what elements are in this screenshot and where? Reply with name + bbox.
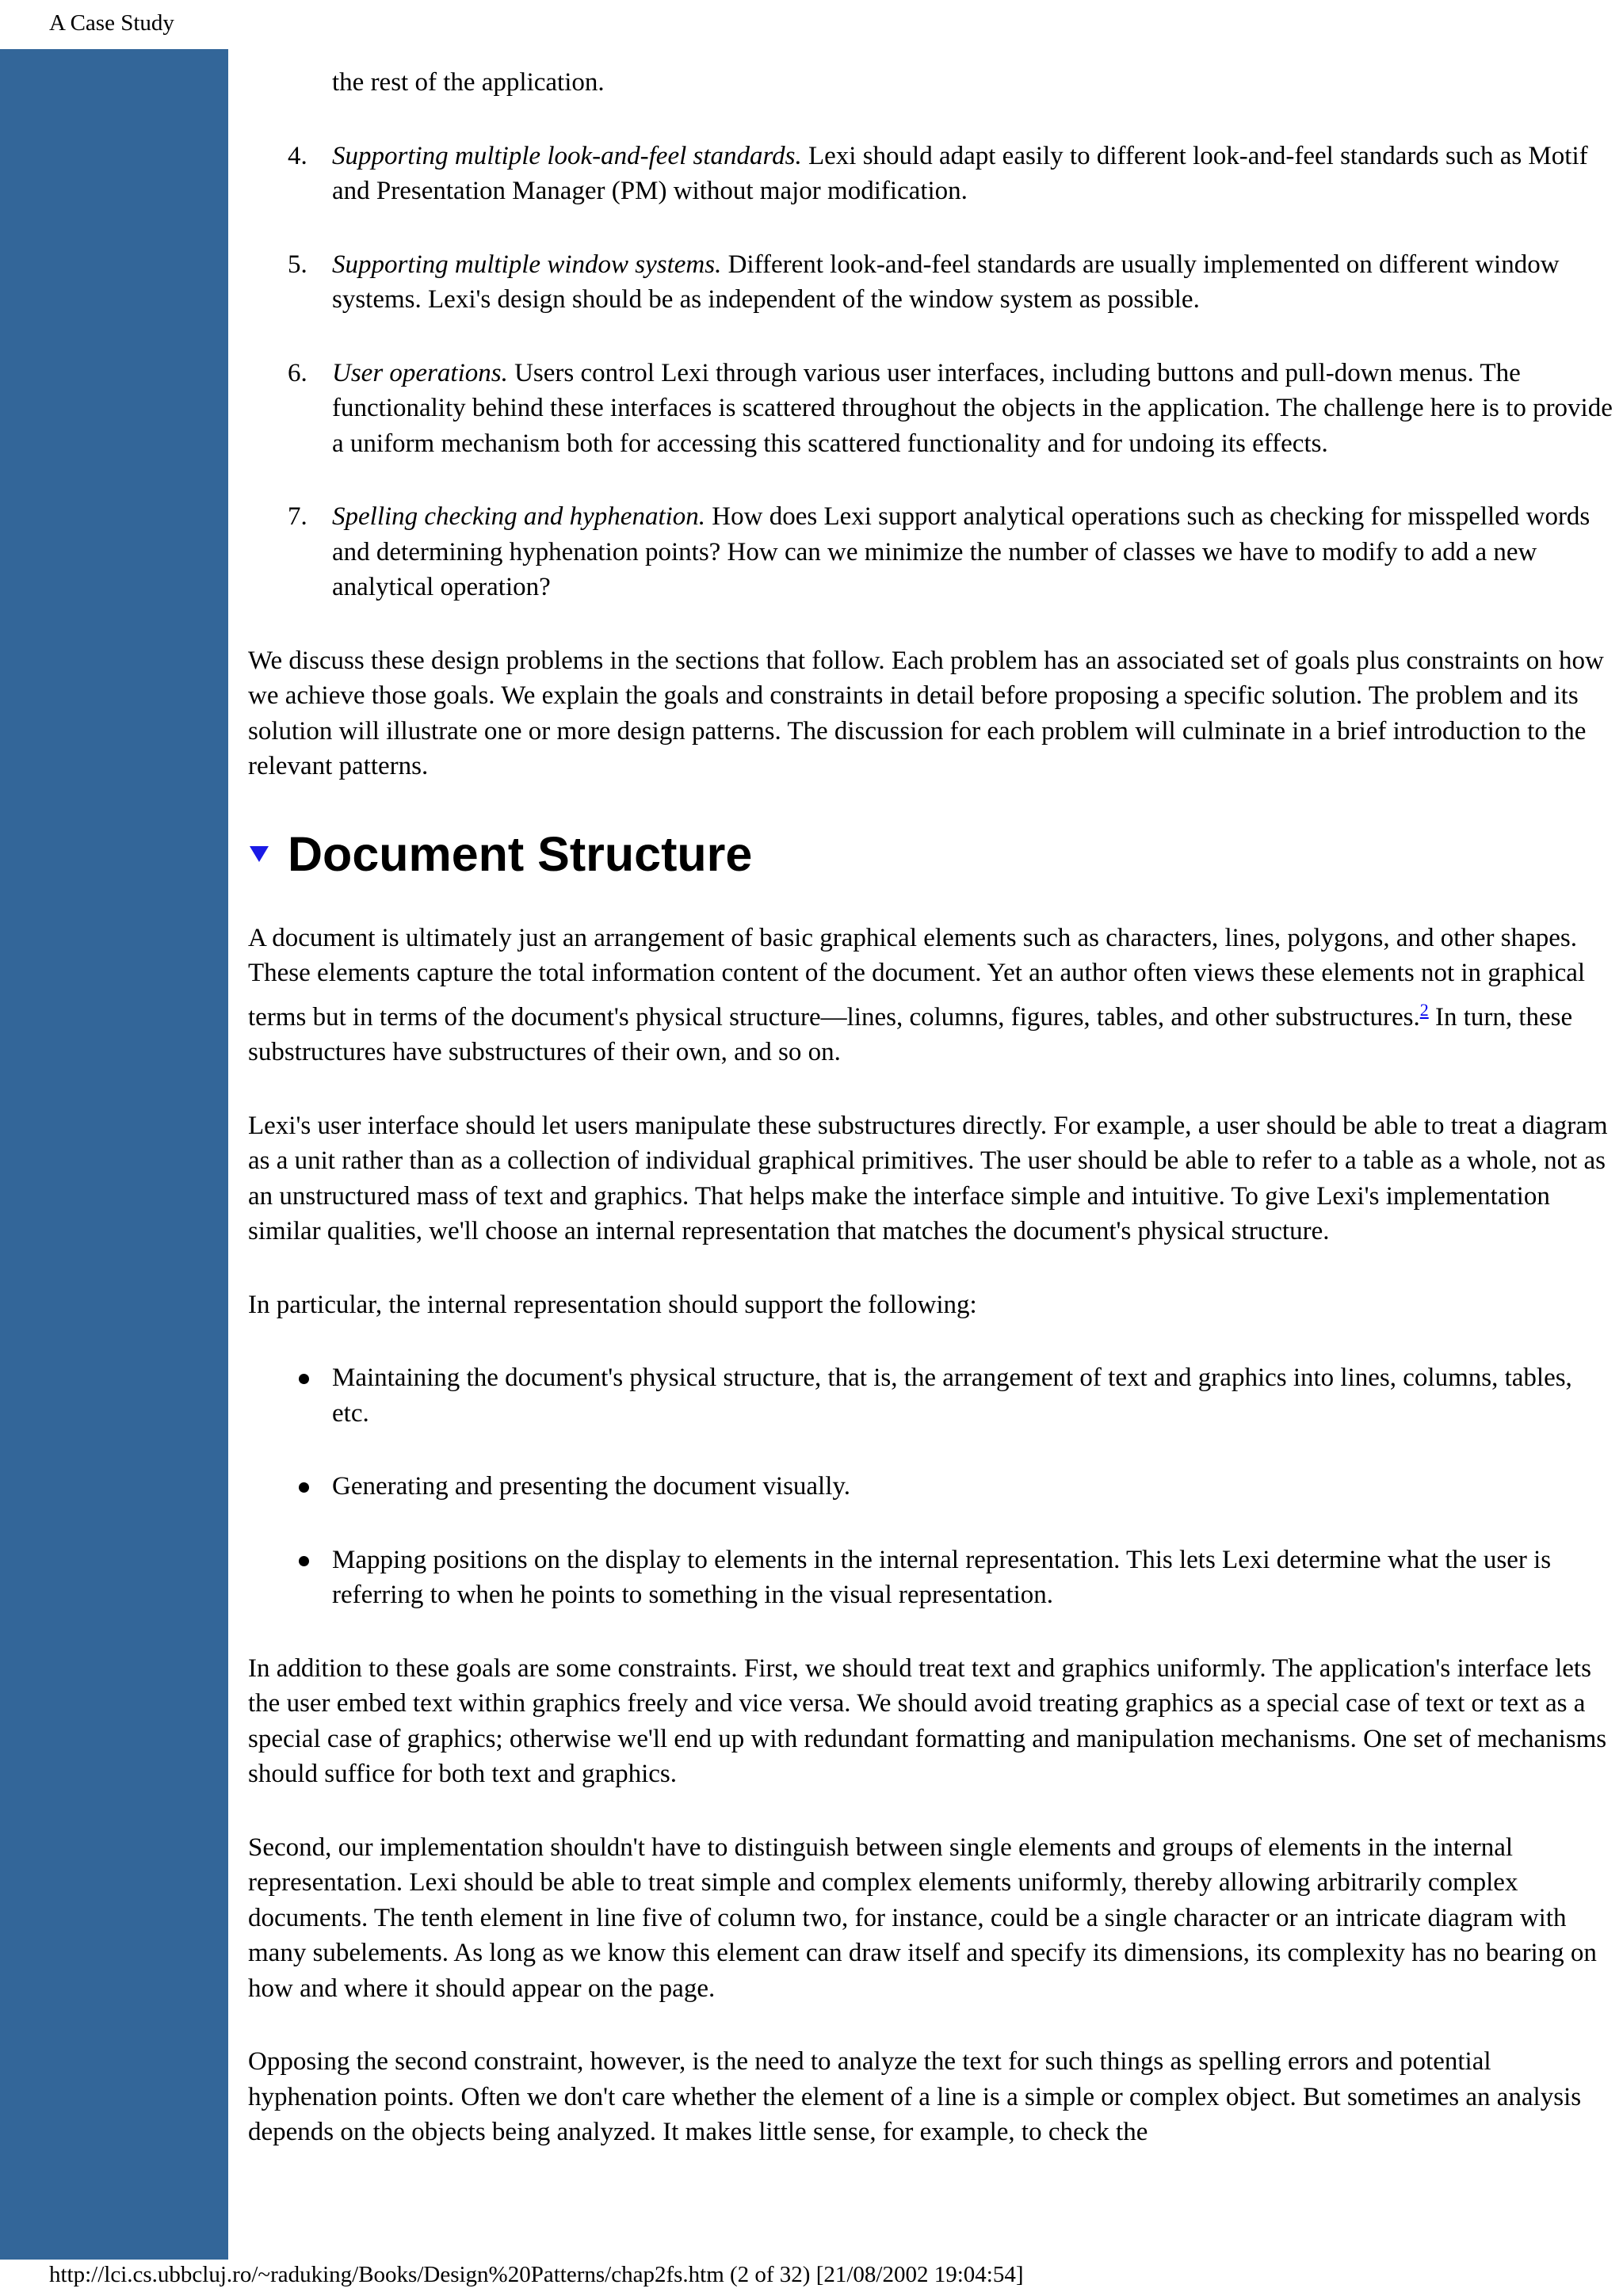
- list-item: [248, 499, 1615, 605]
- list-item: [248, 1469, 1615, 1505]
- paragraph-constraints: In addition to these goals are some constraints. First, we should treat text and graphics uniformly. The application's interface lets the user embed text within graphics freely and vice versa. We should avoid treating graphics as a special case of text or text as a special case of graphics; otherwise we'll end up with redundant formatting and manipulation mechanisms. One set of mechanisms should suffice for both text and graphics.: [248, 1653, 1607, 1788]
- main-content: [248, 65, 1615, 2188]
- bullet-icon: [299, 1482, 309, 1493]
- list-item-text: Different look-and-feel standards are usually implemented on different window systems. Lexi's design should be as independent of the window system as possible.: [332, 250, 1560, 314]
- list-item-number: 7.: [288, 502, 307, 531]
- list-item-number: 4.: [288, 141, 307, 170]
- list-item-title: Spelling checking and hyphenation.: [332, 502, 706, 531]
- section-heading-document-structure: [248, 822, 1615, 886]
- footnote-marker: [1420, 996, 1429, 1020]
- footer-url: http://lci.cs.ubbcluj.ro/~raduking/Books/Design%20Patterns/chap2fs.htm (2 of 32) [21/08/2002 19:04:54]: [49, 2262, 1024, 2287]
- footnote-link[interactable]: 2: [1419, 999, 1429, 1020]
- paragraph-user-interface: Lexi's user interface should let users manipulate these substructures directly. For example, a user should be able to treat a diagram as a unit rather than as a collection of individual graphical primitives. The user should be able to refer to a table as a whole, not as an unstructured mass of text and graphics. That helps make the interface simple and intuitive. To give Lexi's implementation similar qualities, we'll choose an internal representation that matches the document's physical structure.: [248, 1111, 1608, 1245]
- bullet-icon: [299, 1556, 309, 1566]
- list-item-title: User operations.: [332, 358, 508, 387]
- list-item-text: Mapping positions on the display to elements in the internal representation. This lets Lexi determine what the user is referring to when he points to something in the visual representation.: [332, 1545, 1552, 1609]
- list-item-text: How does Lexi support analytical operations such as checking for misspelled words and determining hyphenation points? How can we minimize the number of classes we have to modify to add a new analytical operation?: [332, 502, 1591, 601]
- list-item-title: Supporting multiple window systems.: [332, 250, 722, 279]
- list-item: [248, 247, 1615, 318]
- bullet-icon: [299, 1374, 309, 1384]
- goals-list: [248, 1360, 1615, 1613]
- design-problems-list: [248, 139, 1615, 605]
- paragraph-text: A document is ultimately just an arrangement of basic graphical elements such as characters, lines, polygons, and other shapes. These elements capture the total information content of the document. Yet an author often views these elements not in graphical terms but in terms of the document's physical structure—lines, columns, figures, tables, and other substructures.: [248, 923, 1586, 1032]
- list-item-text: Lexi should adapt easily to different look-and-feel standards such as Motif and Presentation Manager (PM) without major modification.: [332, 141, 1588, 205]
- list-item: [248, 356, 1615, 462]
- discussion-paragraph: We discuss these design problems in the sections that follow. Each problem has an associated set of goals plus constraints on how we achieve those goals. We explain the goals and constraints in detail before proposing a specific solution. The problem and its solution will illustrate one or more design patterns. The discussion for each problem will culminate in a brief introduction to the relevant patterns.: [248, 646, 1604, 780]
- paragraph-internal-representation: In particular, the internal representation should support the following:: [248, 1290, 977, 1319]
- list-item-title: Supporting multiple look-and-feel standards.: [332, 141, 802, 170]
- list-item: [248, 139, 1615, 209]
- list-item-number: 6.: [288, 358, 307, 387]
- list-item: [248, 1543, 1615, 1613]
- list-item-text: Generating and presenting the document visually.: [332, 1472, 851, 1501]
- list-item-number: 5.: [288, 250, 307, 279]
- section-title: Document Structure: [288, 826, 753, 881]
- page-header-title: A Case Study: [49, 10, 174, 36]
- paragraph-text: In turn, these substructures have substructures of their own, and so on.: [248, 1002, 1573, 1066]
- intro-continuation: the rest of the application.: [332, 68, 605, 97]
- list-item: [248, 1360, 1615, 1431]
- paragraph-second-constraint: Second, our implementation shouldn't have to distinguish between single elements and groups of elements in the internal representation. Lexi should be able to treat simple and complex elements uniformly, thereby allowing arbitrarily complex documents. The tenth element in line five of column two, for instance, could be a single character or an intricate diagram with many subelements. As long as we know this element can draw itself and specify its dimensions, its complexity has no bearing on how and where it should appear on the page.: [248, 1833, 1597, 2003]
- triangle-down-icon[interactable]: [250, 846, 269, 862]
- paragraph-opposing-constraint: Opposing the second constraint, however, is the need to analyze the text for such things as spelling errors and potential hyphenation points. Often we don't care whether the element of a line is a simple or complex object. But sometimes an analysis depends on the objects being analyzed. It makes little sense, for example, to check the: [248, 2047, 1582, 2146]
- sidebar: [0, 49, 228, 2260]
- list-item-text: Maintaining the document's physical structure, that is, the arrangement of text and graphics into lines, columns, tables, etc.: [332, 1363, 1572, 1428]
- paragraph-document-intro: [248, 921, 1615, 1070]
- list-item-text: Users control Lexi through various user interfaces, including buttons and pull-down menus. The functionality behind these interfaces is scattered throughout the objects in the application. The challenge here is to provide a uniform mechanism both for accessing this scattered functionality and for undoing its effects.: [332, 358, 1613, 458]
